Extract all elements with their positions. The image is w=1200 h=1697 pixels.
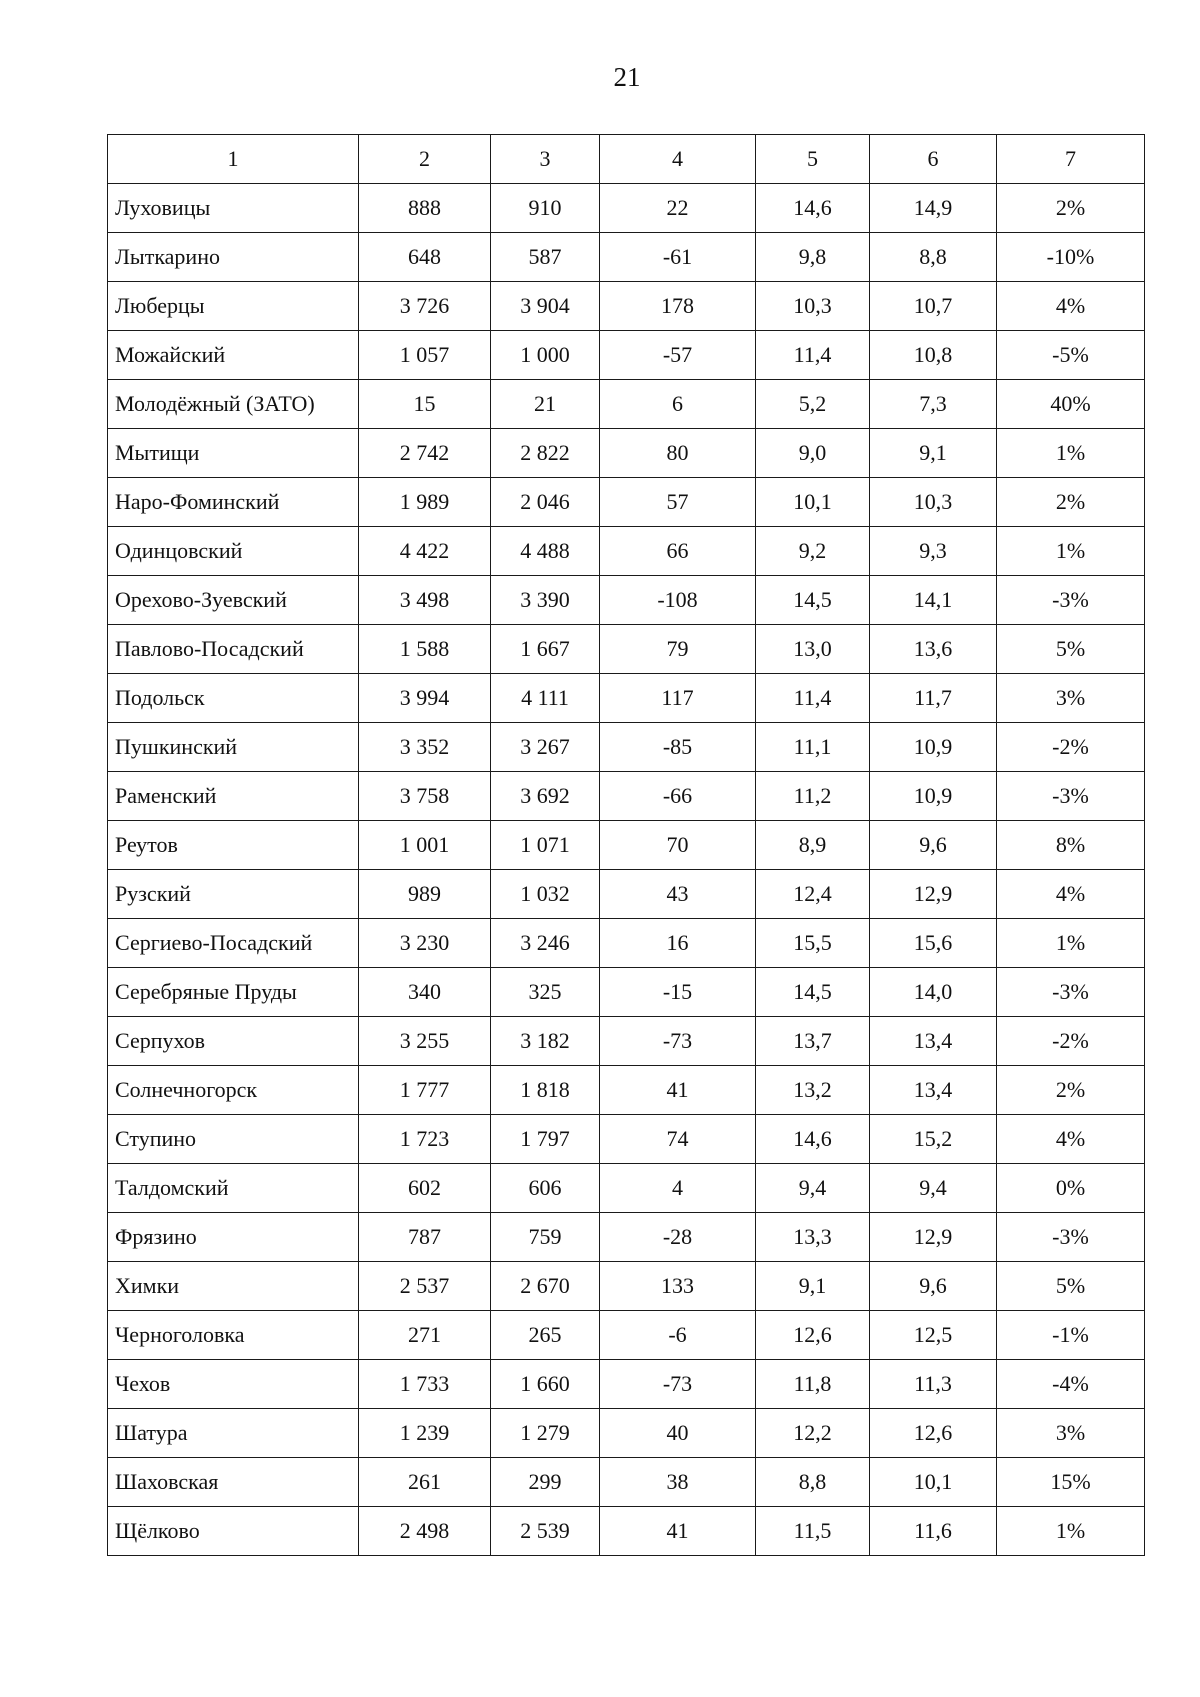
value-cell: -5% bbox=[997, 331, 1145, 380]
value-cell: 4 bbox=[600, 1164, 756, 1213]
table-row bbox=[108, 184, 1145, 233]
value-cell: 9,4 bbox=[870, 1164, 997, 1213]
value-cell: 910 bbox=[491, 184, 600, 233]
value-cell: 7,3 bbox=[870, 380, 997, 429]
value-cell: 12,5 bbox=[870, 1311, 997, 1360]
value-cell: -3% bbox=[997, 576, 1145, 625]
value-cell: 14,6 bbox=[756, 184, 870, 233]
value-cell: 1 667 bbox=[491, 625, 600, 674]
value-cell: 2 498 bbox=[359, 1507, 491, 1556]
page-number: 21 bbox=[613, 62, 641, 92]
district-name-cell: Шатура bbox=[108, 1409, 359, 1458]
value-cell: 11,7 bbox=[870, 674, 997, 723]
value-cell: 1 797 bbox=[491, 1115, 600, 1164]
value-cell: 3% bbox=[997, 674, 1145, 723]
district-name-cell: Серебряные Пруды bbox=[108, 968, 359, 1017]
value-cell: 40% bbox=[997, 380, 1145, 429]
value-cell: -61 bbox=[600, 233, 756, 282]
value-cell: 3 726 bbox=[359, 282, 491, 331]
value-cell: 41 bbox=[600, 1507, 756, 1556]
value-cell: 1 071 bbox=[491, 821, 600, 870]
table-row bbox=[108, 1311, 1145, 1360]
value-cell: -108 bbox=[600, 576, 756, 625]
value-cell: 3 255 bbox=[359, 1017, 491, 1066]
district-name-cell: Щёлково bbox=[108, 1507, 359, 1556]
district-name-cell: Рузский bbox=[108, 870, 359, 919]
value-cell: -3% bbox=[997, 1213, 1145, 1262]
value-cell: -85 bbox=[600, 723, 756, 772]
table-row bbox=[108, 968, 1145, 1017]
value-cell: 10,9 bbox=[870, 772, 997, 821]
value-cell: 1 000 bbox=[491, 331, 600, 380]
table-row bbox=[108, 772, 1145, 821]
value-cell: -57 bbox=[600, 331, 756, 380]
value-cell: 21 bbox=[491, 380, 600, 429]
table-row bbox=[108, 1507, 1145, 1556]
column-header: 5 bbox=[756, 135, 870, 184]
district-name-cell: Фрязино bbox=[108, 1213, 359, 1262]
table-row bbox=[108, 723, 1145, 772]
value-cell: 14,9 bbox=[870, 184, 997, 233]
district-name-cell: Мытищи bbox=[108, 429, 359, 478]
district-name-cell: Черноголовка bbox=[108, 1311, 359, 1360]
value-cell: -73 bbox=[600, 1360, 756, 1409]
value-cell: 3 692 bbox=[491, 772, 600, 821]
value-cell: 12,6 bbox=[756, 1311, 870, 1360]
district-name-cell: Павлово-Посадский bbox=[108, 625, 359, 674]
value-cell: -1% bbox=[997, 1311, 1145, 1360]
table-row bbox=[108, 478, 1145, 527]
value-cell: 587 bbox=[491, 233, 600, 282]
value-cell: 38 bbox=[600, 1458, 756, 1507]
district-name-cell: Реутов bbox=[108, 821, 359, 870]
value-cell: 13,6 bbox=[870, 625, 997, 674]
value-cell: 8,9 bbox=[756, 821, 870, 870]
value-cell: 3 758 bbox=[359, 772, 491, 821]
district-name-cell: Наро-Фоминский bbox=[108, 478, 359, 527]
value-cell: 43 bbox=[600, 870, 756, 919]
district-name-cell: Молодёжный (ЗАТО) bbox=[108, 380, 359, 429]
value-cell: 1 057 bbox=[359, 331, 491, 380]
table-row bbox=[108, 919, 1145, 968]
value-cell: 2 046 bbox=[491, 478, 600, 527]
value-cell: 10,1 bbox=[756, 478, 870, 527]
value-cell: 11,6 bbox=[870, 1507, 997, 1556]
district-name-cell: Химки bbox=[108, 1262, 359, 1311]
value-cell: 759 bbox=[491, 1213, 600, 1262]
value-cell: 12,6 bbox=[870, 1409, 997, 1458]
value-cell: -66 bbox=[600, 772, 756, 821]
district-name-cell: Ступино bbox=[108, 1115, 359, 1164]
value-cell: 261 bbox=[359, 1458, 491, 1507]
value-cell: 5,2 bbox=[756, 380, 870, 429]
value-cell: 13,2 bbox=[756, 1066, 870, 1115]
value-cell: 3 182 bbox=[491, 1017, 600, 1066]
value-cell: 8% bbox=[997, 821, 1145, 870]
value-cell: 15,2 bbox=[870, 1115, 997, 1164]
value-cell: 2 670 bbox=[491, 1262, 600, 1311]
value-cell: 648 bbox=[359, 233, 491, 282]
value-cell: 271 bbox=[359, 1311, 491, 1360]
value-cell: 602 bbox=[359, 1164, 491, 1213]
table-row bbox=[108, 625, 1145, 674]
value-cell: 117 bbox=[600, 674, 756, 723]
value-cell: 1 818 bbox=[491, 1066, 600, 1115]
table-row bbox=[108, 380, 1145, 429]
value-cell: 1% bbox=[997, 919, 1145, 968]
value-cell: 13,4 bbox=[870, 1066, 997, 1115]
value-cell: 606 bbox=[491, 1164, 600, 1213]
value-cell: 14,5 bbox=[756, 968, 870, 1017]
value-cell: 11,4 bbox=[756, 674, 870, 723]
value-cell: 12,9 bbox=[870, 1213, 997, 1262]
value-cell: 12,4 bbox=[756, 870, 870, 919]
value-cell: -2% bbox=[997, 1017, 1145, 1066]
value-cell: 11,5 bbox=[756, 1507, 870, 1556]
value-cell: 3 390 bbox=[491, 576, 600, 625]
value-cell: 74 bbox=[600, 1115, 756, 1164]
value-cell: 4 422 bbox=[359, 527, 491, 576]
value-cell: 8,8 bbox=[756, 1458, 870, 1507]
district-name-cell: Подольск bbox=[108, 674, 359, 723]
value-cell: 2 537 bbox=[359, 1262, 491, 1311]
value-cell: 178 bbox=[600, 282, 756, 331]
value-cell: 3 267 bbox=[491, 723, 600, 772]
value-cell: 5% bbox=[997, 1262, 1145, 1311]
value-cell: 989 bbox=[359, 870, 491, 919]
value-cell: 22 bbox=[600, 184, 756, 233]
value-cell: 15 bbox=[359, 380, 491, 429]
district-name-cell: Раменский bbox=[108, 772, 359, 821]
district-name-cell: Серпухов bbox=[108, 1017, 359, 1066]
table-row bbox=[108, 576, 1145, 625]
value-cell: 41 bbox=[600, 1066, 756, 1115]
value-cell: -73 bbox=[600, 1017, 756, 1066]
district-name-cell: Шаховская bbox=[108, 1458, 359, 1507]
value-cell: 9,6 bbox=[870, 821, 997, 870]
table-row bbox=[108, 233, 1145, 282]
value-cell: 2 742 bbox=[359, 429, 491, 478]
district-name-cell: Талдомский bbox=[108, 1164, 359, 1213]
value-cell: 2% bbox=[997, 1066, 1145, 1115]
value-cell: 40 bbox=[600, 1409, 756, 1458]
table-row bbox=[108, 1066, 1145, 1115]
value-cell: -4% bbox=[997, 1360, 1145, 1409]
table-row bbox=[108, 1115, 1145, 1164]
value-cell: 11,4 bbox=[756, 331, 870, 380]
value-cell: 15,6 bbox=[870, 919, 997, 968]
value-cell: 3 498 bbox=[359, 576, 491, 625]
table-row bbox=[108, 527, 1145, 576]
value-cell: 16 bbox=[600, 919, 756, 968]
value-cell: -3% bbox=[997, 968, 1145, 1017]
value-cell: 1 032 bbox=[491, 870, 600, 919]
table-row bbox=[108, 1017, 1145, 1066]
value-cell: 8,8 bbox=[870, 233, 997, 282]
column-header: 1 bbox=[108, 135, 359, 184]
value-cell: 299 bbox=[491, 1458, 600, 1507]
value-cell: 5% bbox=[997, 625, 1145, 674]
value-cell: -15 bbox=[600, 968, 756, 1017]
district-name-cell: Сергиево-Посадский bbox=[108, 919, 359, 968]
table-row bbox=[108, 429, 1145, 478]
value-cell: 10,7 bbox=[870, 282, 997, 331]
value-cell: 10,3 bbox=[870, 478, 997, 527]
value-cell: -2% bbox=[997, 723, 1145, 772]
data-table bbox=[107, 134, 1145, 1556]
value-cell: 133 bbox=[600, 1262, 756, 1311]
value-cell: 2 539 bbox=[491, 1507, 600, 1556]
value-cell: 70 bbox=[600, 821, 756, 870]
value-cell: 11,1 bbox=[756, 723, 870, 772]
column-header: 4 bbox=[600, 135, 756, 184]
value-cell: 57 bbox=[600, 478, 756, 527]
value-cell: 14,6 bbox=[756, 1115, 870, 1164]
value-cell: 79 bbox=[600, 625, 756, 674]
value-cell: 1% bbox=[997, 1507, 1145, 1556]
table-row bbox=[108, 1458, 1145, 1507]
value-cell: 12,2 bbox=[756, 1409, 870, 1458]
value-cell: 66 bbox=[600, 527, 756, 576]
district-name-cell: Можайский bbox=[108, 331, 359, 380]
value-cell: 10,3 bbox=[756, 282, 870, 331]
value-cell: 14,1 bbox=[870, 576, 997, 625]
value-cell: 10,8 bbox=[870, 331, 997, 380]
column-header: 7 bbox=[997, 135, 1145, 184]
value-cell: 1 588 bbox=[359, 625, 491, 674]
value-cell: 265 bbox=[491, 1311, 600, 1360]
value-cell: 1% bbox=[997, 527, 1145, 576]
table-row bbox=[108, 282, 1145, 331]
value-cell: 11,8 bbox=[756, 1360, 870, 1409]
value-cell: 325 bbox=[491, 968, 600, 1017]
value-cell: 9,1 bbox=[870, 429, 997, 478]
value-cell: 787 bbox=[359, 1213, 491, 1262]
value-cell: 1 239 bbox=[359, 1409, 491, 1458]
value-cell: -10% bbox=[997, 233, 1145, 282]
value-cell: 9,0 bbox=[756, 429, 870, 478]
value-cell: 80 bbox=[600, 429, 756, 478]
district-name-cell: Чехов bbox=[108, 1360, 359, 1409]
table-row bbox=[108, 1409, 1145, 1458]
district-name-cell: Люберцы bbox=[108, 282, 359, 331]
table-row bbox=[108, 821, 1145, 870]
value-cell: 11,3 bbox=[870, 1360, 997, 1409]
value-cell: 0% bbox=[997, 1164, 1145, 1213]
value-cell: 15,5 bbox=[756, 919, 870, 968]
value-cell: 1 723 bbox=[359, 1115, 491, 1164]
column-header: 2 bbox=[359, 135, 491, 184]
table-row bbox=[108, 1213, 1145, 1262]
value-cell: 9,2 bbox=[756, 527, 870, 576]
value-cell: 4% bbox=[997, 1115, 1145, 1164]
value-cell: 1% bbox=[997, 429, 1145, 478]
value-cell: 888 bbox=[359, 184, 491, 233]
value-cell: 1 660 bbox=[491, 1360, 600, 1409]
value-cell: 12,9 bbox=[870, 870, 997, 919]
table-row bbox=[108, 331, 1145, 380]
value-cell: 13,7 bbox=[756, 1017, 870, 1066]
column-header: 6 bbox=[870, 135, 997, 184]
value-cell: 3 246 bbox=[491, 919, 600, 968]
district-name-cell: Лыткарино bbox=[108, 233, 359, 282]
value-cell: 13,0 bbox=[756, 625, 870, 674]
value-cell: 3 994 bbox=[359, 674, 491, 723]
value-cell: 10,1 bbox=[870, 1458, 997, 1507]
value-cell: 10,9 bbox=[870, 723, 997, 772]
value-cell: 15% bbox=[997, 1458, 1145, 1507]
value-cell: 11,2 bbox=[756, 772, 870, 821]
value-cell: 9,1 bbox=[756, 1262, 870, 1311]
table-body bbox=[108, 184, 1145, 1556]
value-cell: 1 989 bbox=[359, 478, 491, 527]
value-cell: 9,6 bbox=[870, 1262, 997, 1311]
value-cell: -3% bbox=[997, 772, 1145, 821]
table-row bbox=[108, 870, 1145, 919]
column-header: 3 bbox=[491, 135, 600, 184]
value-cell: 4 488 bbox=[491, 527, 600, 576]
value-cell: 1 733 bbox=[359, 1360, 491, 1409]
value-cell: 1 279 bbox=[491, 1409, 600, 1458]
value-cell: 2 822 bbox=[491, 429, 600, 478]
value-cell: 4% bbox=[997, 870, 1145, 919]
value-cell: 2% bbox=[997, 184, 1145, 233]
value-cell: 9,4 bbox=[756, 1164, 870, 1213]
value-cell: 6 bbox=[600, 380, 756, 429]
value-cell: 1 001 bbox=[359, 821, 491, 870]
value-cell: -28 bbox=[600, 1213, 756, 1262]
value-cell: 3 230 bbox=[359, 919, 491, 968]
value-cell: 9,8 bbox=[756, 233, 870, 282]
value-cell: 1 777 bbox=[359, 1066, 491, 1115]
value-cell: 14,5 bbox=[756, 576, 870, 625]
value-cell: 4% bbox=[997, 282, 1145, 331]
table-header-row bbox=[108, 135, 1145, 184]
district-name-cell: Одинцовский bbox=[108, 527, 359, 576]
table-row bbox=[108, 1164, 1145, 1213]
value-cell: 3% bbox=[997, 1409, 1145, 1458]
table-row bbox=[108, 674, 1145, 723]
value-cell: 2% bbox=[997, 478, 1145, 527]
district-name-cell: Луховицы bbox=[108, 184, 359, 233]
value-cell: 9,3 bbox=[870, 527, 997, 576]
district-name-cell: Солнечногорск bbox=[108, 1066, 359, 1115]
district-name-cell: Орехово-Зуевский bbox=[108, 576, 359, 625]
table-row bbox=[108, 1360, 1145, 1409]
value-cell: 340 bbox=[359, 968, 491, 1017]
table-row bbox=[108, 1262, 1145, 1311]
district-name-cell: Пушкинский bbox=[108, 723, 359, 772]
value-cell: -6 bbox=[600, 1311, 756, 1360]
value-cell: 14,0 bbox=[870, 968, 997, 1017]
value-cell: 13,3 bbox=[756, 1213, 870, 1262]
value-cell: 13,4 bbox=[870, 1017, 997, 1066]
value-cell: 3 904 bbox=[491, 282, 600, 331]
value-cell: 4 111 bbox=[491, 674, 600, 723]
value-cell: 3 352 bbox=[359, 723, 491, 772]
